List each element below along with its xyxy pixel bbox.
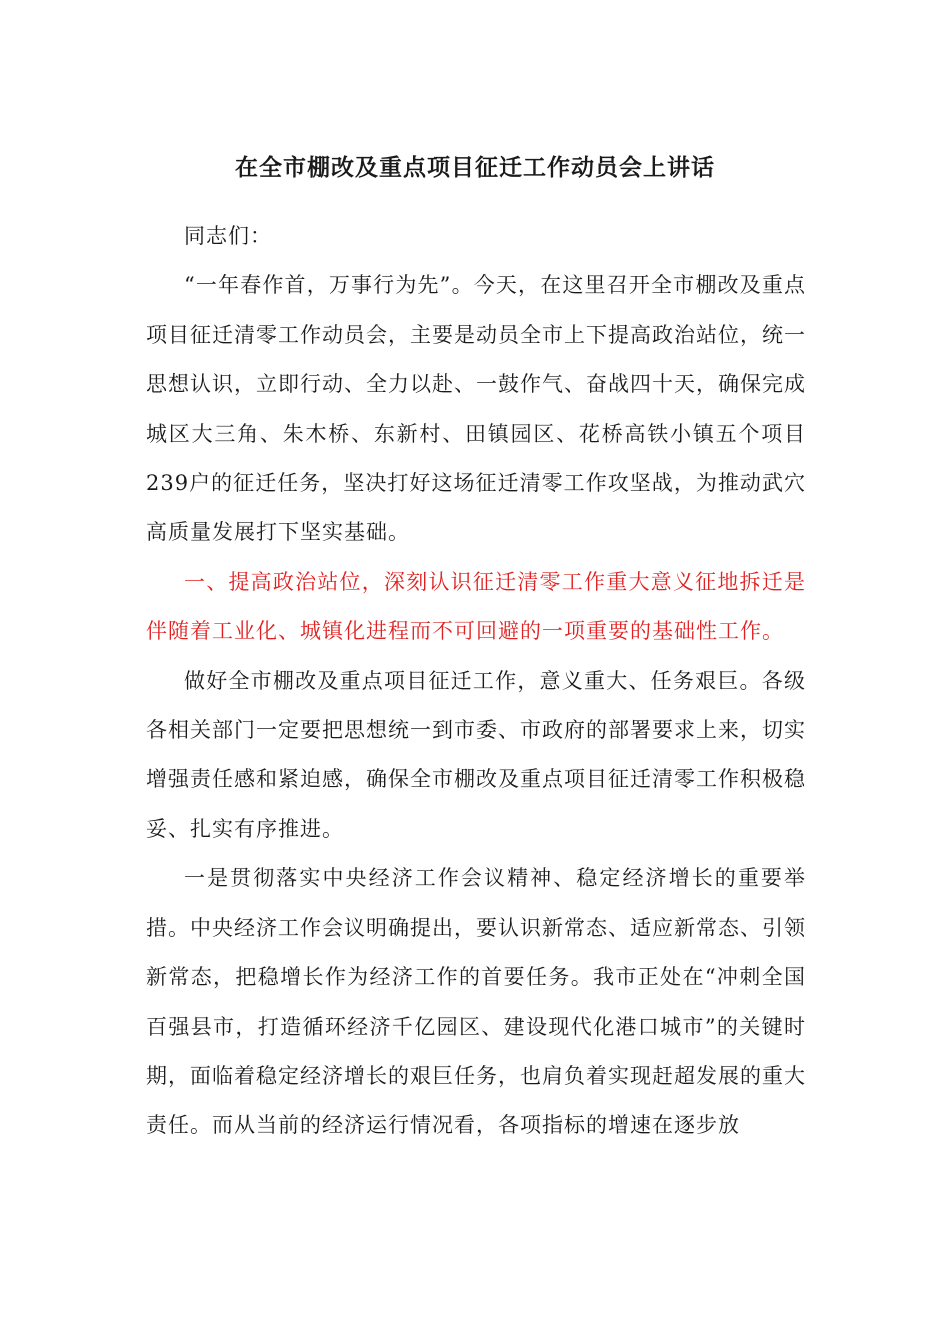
document-title: 在全市棚改及重点项目征迁工作动员会上讲话 bbox=[235, 154, 715, 181]
paragraph-section-body: 做好全市棚改及重点项目征迁工作，意义重大、任务艰巨。各级各相关部门一定要把思想统一到市委、市政府的部署要求上来，切实增强责任感和紧迫感，确保全市棚改及重点项目征迁清零工作积极稳妥、扎实有序推进。 bbox=[146, 668, 806, 841]
section-heading: 一、提高政治站位，深刻认识征迁清零工作重大意义征地拆迁是伴随着工业化、城镇化进程而不可回避的一项重要的基础性工作。 bbox=[146, 569, 806, 644]
paragraph-point-one: 一是贯彻落实中央经济工作会议精神、稳定经济增长的重要举措。中央经济工作会议明确提出，要认识新常态、适应新常态、引领新常态，把稳增长作为经济工作的首要任务。我市正处在“冲刺全国百强县市，打造循环经济千亿园区、建设现代化港口城市”的关键时期，面临着稳定经济增长的艰巨任务，也肩负着实现赶超发展的重大责任。而从当前的经济运行情况看，各项指标的增速在逐步放 bbox=[146, 866, 806, 1138]
paragraph-salutation: 同志们： bbox=[184, 224, 272, 248]
document-body bbox=[146, 212, 806, 1151]
paragraph-intro: “一年春作首，万事行为先”。今天，在这里召开全市棚改及重点项目征迁清零工作动员会，主要是动员全市上下提高政治站位，统一思想认识，立即行动、全力以赴、一鼓作气、奋战四十天，确保完成城区大三角、朱木桥、东新村、田镇园区、花桥高铁小镇五个项目239户的征迁任务，坚决打好这场征迁清零工作攻坚战，为推动武穴高质量发展打下坚实基础。 bbox=[146, 273, 806, 545]
